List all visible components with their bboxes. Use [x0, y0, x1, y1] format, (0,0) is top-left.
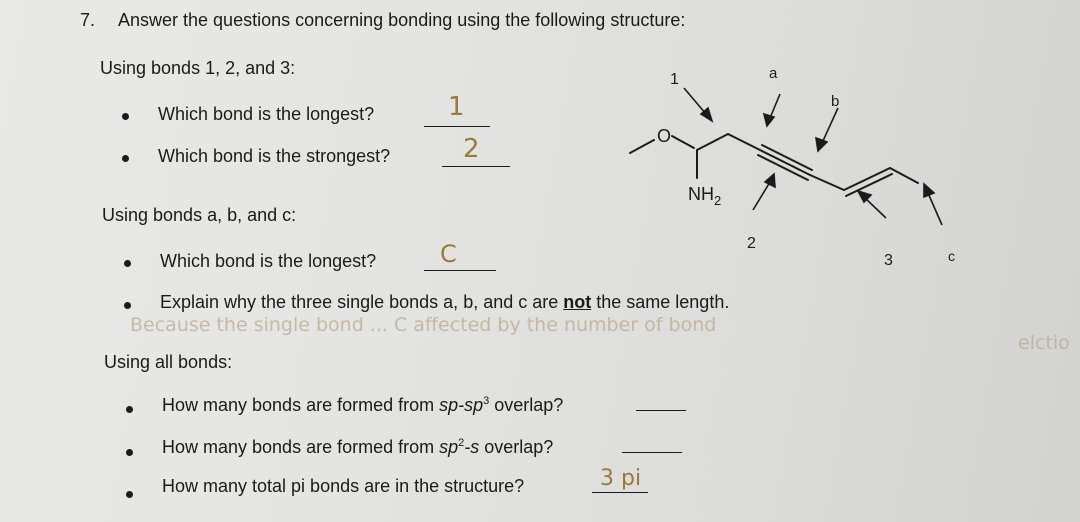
section2-q1-answer: C: [440, 240, 457, 268]
bullet: [126, 449, 133, 456]
section3-q1: How many bonds are formed from $sp-sp^3$ overlap?: [162, 395, 564, 415]
bullet: [122, 155, 129, 162]
methyl-o-bond: [630, 140, 654, 153]
section1-q1: Which bond is the longest?: [158, 104, 375, 124]
triple-bond-line: [760, 150, 810, 175]
section2-q1: Which bond is the longest?: [160, 251, 377, 271]
section1-q2-answer: 2: [463, 134, 480, 164]
molecule-structure: [600, 50, 1070, 280]
label-bond-c: c: [948, 248, 955, 264]
bond-c-line: [890, 168, 918, 183]
answer-blank[interactable]: [424, 270, 496, 271]
section2-q2: Explain why the three single bonds a, b, and c are not the same length.: [160, 292, 730, 312]
bond-b-line: [810, 175, 844, 190]
answer-blank[interactable]: [592, 492, 648, 493]
arrow-bond-2: [753, 182, 770, 210]
section1-q2: Which bond is the strongest?: [158, 146, 391, 166]
handwritten-answer-faint-2: elctio: [1018, 332, 1070, 354]
question-number: 7.: [80, 10, 96, 30]
answer-blank[interactable]: [622, 452, 682, 453]
section3-heading: Using all bonds:: [104, 352, 233, 372]
bond-1-line: [672, 136, 694, 148]
arrow-bond-b: [822, 108, 838, 143]
label-bond-3: 3: [884, 252, 893, 269]
section1-heading: Using bonds 1, 2, and 3:: [100, 58, 296, 78]
label-bond-a: a: [769, 65, 778, 82]
arrow-bond-1: [684, 88, 706, 114]
bullet: [124, 260, 131, 267]
bullet: [126, 406, 133, 413]
arrow-head: [765, 174, 775, 187]
question-prompt: Answer the questions concerning bonding using the following structure:: [118, 10, 686, 30]
arrow-bond-c: [928, 193, 942, 225]
section3-q2: How many bonds are formed from $sp^2-s$ overlap?: [162, 437, 554, 457]
label-bond-1: 1: [670, 71, 679, 88]
chain-bond: [697, 134, 728, 150]
triple-bond-line: [762, 145, 812, 170]
arrow-head: [816, 138, 827, 151]
bond-a-line: [728, 134, 760, 150]
section3-q3-answer: 3 pi: [600, 466, 642, 491]
bullet: [126, 491, 133, 498]
bullet: [122, 113, 129, 120]
triple-bond-line: [758, 155, 808, 180]
handwritten-answer-faint: Because the single bond ... C affected by the number of bond: [130, 314, 717, 336]
arrow-head: [858, 191, 871, 202]
label-bond-2: 2: [747, 235, 756, 252]
arrow-head: [924, 184, 934, 197]
section2-heading: Using bonds a, b, and c:: [102, 205, 297, 225]
section3-q3: How many total pi bonds are in the structure?: [162, 476, 525, 496]
section1-q1-answer: 1: [448, 92, 465, 122]
oxygen-atom: O: [657, 126, 672, 146]
arrow-head: [764, 114, 774, 126]
bullet: [124, 302, 131, 309]
arrow-bond-3: [865, 198, 886, 218]
answer-blank[interactable]: [636, 410, 686, 411]
arrow-bond-a: [770, 94, 780, 118]
answer-blank[interactable]: [424, 126, 490, 127]
amine-group: $NH_2$: [688, 184, 722, 208]
label-bond-b: b: [831, 93, 840, 110]
answer-blank[interactable]: [442, 166, 510, 167]
